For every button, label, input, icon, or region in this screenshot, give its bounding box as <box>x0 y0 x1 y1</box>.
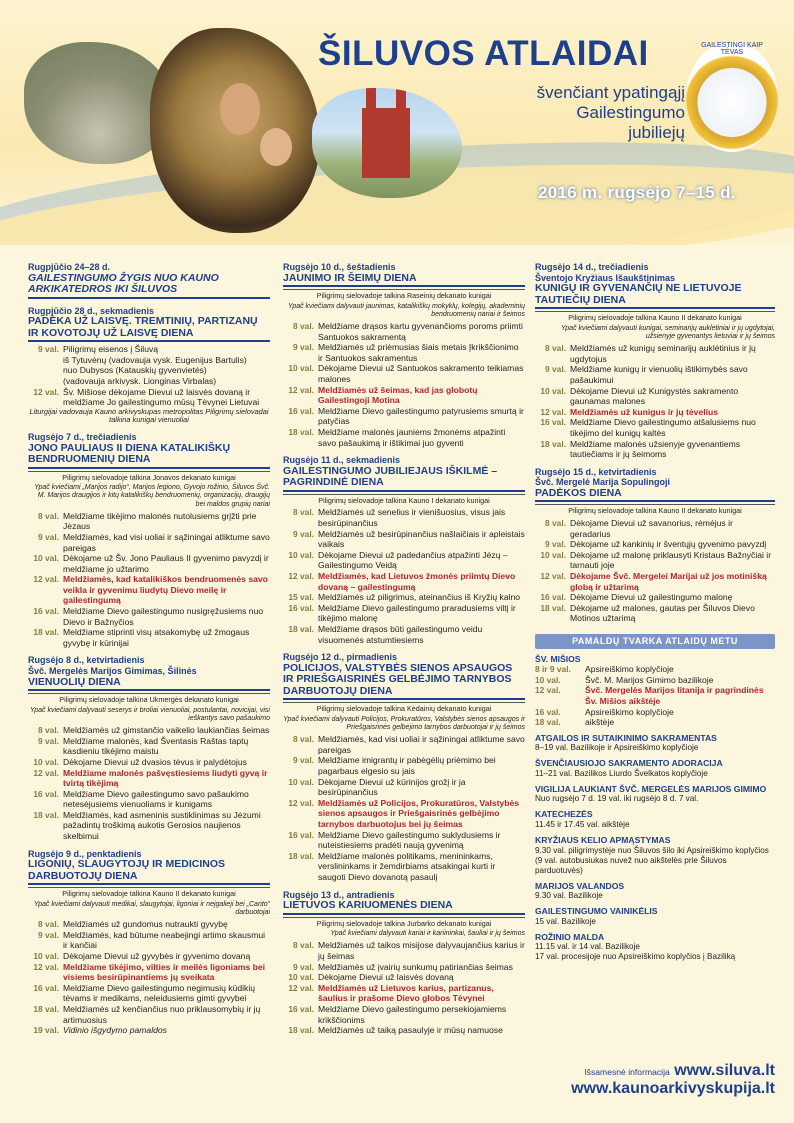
schedule-time: 10 val. <box>288 363 314 374</box>
pilgrim-note: Piligrimų sielovadoje talkina Jonavos dekanato kunigai <box>28 471 270 485</box>
schedule-list <box>283 321 525 448</box>
mass-row <box>535 675 775 686</box>
schedule-time: 16 val. <box>288 829 314 840</box>
schedule-text: iš Tytuvėnų (vadovauja vysk. Eugenijus Bartulis) <box>63 354 247 365</box>
schedule-text: Meldžiame tikėjimo malonės nutolusiems grįžti prie Jėzaus <box>63 510 257 532</box>
schedule-time: 16 val. <box>33 606 59 617</box>
schedule-row <box>283 385 525 406</box>
info-footer <box>520 1062 775 1098</box>
schedule-text: Meldžiame malonės jauniems žmonėms atpažinti savo pašaukimą ir ištikimai juo gyventi <box>318 427 506 448</box>
schedule-text: Meldžiame malonės politikams, menininkams, verslininkams ir žemdirbiams atsakingai kurti ir saugoti Dievo dovanotą pasaulį <box>318 850 496 882</box>
pilgrim-note: Piligrimų sielovadoje talkina Kėdainių dekanato kunigai <box>283 702 525 716</box>
schedule-time: 12 val. <box>540 406 566 417</box>
day-section <box>283 262 525 448</box>
subtitle-line-1: švenčiant ypatingąjį <box>536 83 685 102</box>
website-link[interactable]: www.siluva.lt <box>674 1062 775 1079</box>
schedule-row <box>28 725 270 736</box>
schedule-text: Meldžiame imigrantų ir pabėgėlių priėmimo bei pagarbaus elgesio su jais <box>318 755 496 776</box>
schedule-row <box>28 532 270 553</box>
schedule-row <box>28 574 270 606</box>
day-section <box>283 455 525 645</box>
marian-hours-text: 9.30 val. Bazilikoje <box>535 891 603 901</box>
mass-row <box>535 707 775 718</box>
schedule-time: 8 val. <box>293 507 314 518</box>
catechesis-heading: KATECHEZĖS <box>535 809 593 820</box>
schedule-row <box>28 789 270 810</box>
schedule-list <box>28 725 270 842</box>
schedule-text: Meldžiamės už įvairių sunkumų patiriančias šeimas <box>318 961 513 972</box>
schedule-text: Dėkojame Dievui už Santuokos sakramento teikiamas malones <box>318 363 524 385</box>
schedule-row <box>283 342 525 363</box>
adoration-text: 11–21 val. Bazilikos Liurdo Švelkatos koplyčioje <box>535 768 708 778</box>
mass-place: Apsireiškimo koplyčioje <box>585 664 674 675</box>
schedule-text: Meldžiame Dievo gailestingumo persekiojamiems krikščionims <box>318 1003 507 1025</box>
schedule-time: 8 val. <box>293 940 314 951</box>
schedule-row <box>283 1004 525 1025</box>
schedule-time: 9 val. <box>545 539 566 550</box>
day-feast: Šventojo Kryžiaus Išaukštinimas <box>535 272 676 283</box>
schedule-time: 10 val. <box>33 553 59 564</box>
mass-time: 18 val. <box>535 717 561 728</box>
schedule-text: Meldžiamės už kunigus ir jų tėvelius <box>570 406 719 417</box>
marian-hours-heading: MARIJOS VALANDOS <box>535 880 625 891</box>
pilgrim-note: Piligrimų sielovadoje talkina Kauno II dekanato kunigai <box>535 504 775 518</box>
schedule-row <box>283 734 525 755</box>
schedule-time: 8 val. <box>545 343 566 354</box>
subtitle-line-3: jubiliejų <box>628 123 685 142</box>
schedule-time: 15 val. <box>288 592 314 603</box>
schedule-time: 9 val. <box>38 929 59 940</box>
way-of-cross-heading: KRYŽIAUS KELIO APMĄSTYMAS <box>535 835 671 846</box>
schedule-text: Meldžiame Dievo gailestingumo nusigręžusiems nuo Dievo ir Bažnyčios <box>63 606 264 627</box>
date-banner: 2016 m. rugsėjo 7–15 d. <box>538 183 736 202</box>
schedule-time: 18 val. <box>33 1004 59 1015</box>
schedule-row <box>283 550 525 571</box>
schedule-time <box>28 355 63 366</box>
schedule-row <box>28 962 270 983</box>
schedule-text: Meldžiame malonės užsienyje gyvenantiems tautiečiams ir jų šeimoms <box>570 438 741 460</box>
schedule-time: 18 val. <box>540 438 566 449</box>
mass-time: 8 ir 9 val. <box>535 664 571 675</box>
schedule-time: 16 val. <box>540 592 566 603</box>
schedule-time: 16 val. <box>540 417 566 428</box>
schedule-row <box>283 777 525 798</box>
chaplet-text: 15 val. Bazilikoje <box>535 916 596 926</box>
schedule-row <box>28 355 270 366</box>
schedule-row <box>535 417 775 438</box>
day-feast: Švč. Mergelė Marija Sopulingoji <box>535 477 671 488</box>
schedule-row <box>535 550 775 571</box>
schedule-row <box>535 364 775 385</box>
schedule-time: 18 val. <box>33 809 59 820</box>
schedule-row <box>283 940 525 961</box>
schedule-list <box>28 511 270 649</box>
schedule-list <box>283 734 525 882</box>
schedule-text: Meldžiamės, kad visi uoliai ir sąžiningai atliktume savo pareigas <box>63 531 270 553</box>
schedule-row <box>28 768 270 789</box>
schedule-time: 9 val. <box>293 528 314 539</box>
schedule-time: 12 val. <box>288 797 314 808</box>
schedule-time: 16 val. <box>33 982 59 993</box>
schedule-text: Meldžiamės, kad būtume neabejingi artimo skausmui ir kančiai <box>63 929 266 951</box>
schedule-row <box>283 529 525 550</box>
mass-row <box>535 664 775 675</box>
schedule-time: 10 val. <box>540 549 566 560</box>
schedule-row <box>28 736 270 757</box>
schedule-text: Meldžiamės už priėmusias šiais metais Įkrikščionimo ir Santuokos sakramentus <box>318 342 519 363</box>
day-theme: GAILESTINGUMO JUBILIEJAUS IŠKILMĖ – PAGRINDINĖ DIENA <box>283 466 525 492</box>
schedule-text: Dėkojame Dievui už dvasios tėvus ir palydėtojus <box>63 756 247 767</box>
day-section <box>28 262 270 299</box>
schedule-row <box>283 592 525 603</box>
schedule-text: Meldžiame Dievo gailestingumo savo pašaukimo netesėjusiems vienuoliams ir kunigams <box>63 788 249 810</box>
pilgrim-note: Piligrimų sielovadoje talkina Kauno II dekanato kunigai <box>535 311 775 325</box>
mass-time: 16 val. <box>535 706 561 717</box>
schedule-text: Meldžiamės už piligrimus, ateinančius iš Kryžių kalno <box>318 592 521 603</box>
day-theme: KUNIGŲ IR GYVENANČIŲ NE LIETUVOJE TAUTIEČIŲ DIENA <box>535 283 775 309</box>
mass-place: Švč. Mergelės Marijos litanija ir pagrindinės Šv. Mišios aikštėje <box>585 685 764 706</box>
schedule-text: Meldžiamės už gimstančio vaikelio laukiančias šeimas <box>63 725 270 736</box>
schedule-text: Meldžiamės už taikos misijose dalyvaujančius karius ir jų šeimas <box>318 940 525 962</box>
schedule-text: Dėkojame Švč. Mergelei Marijai už jos motinišką globą ir užtarimą <box>570 570 767 592</box>
schedule-text: Meldžiamės už gundomus nutraukti gyvybę <box>63 919 228 930</box>
schedule-text: Meldžiamės už kenčiančius nuo priklausomybių ir jų artimuosius <box>63 1004 261 1025</box>
way-of-cross-text: 9.30 val. piligrimystėje nuo Šiluvos šilo iki Apsireiškimo koplyčios (9 val. autobusiukas nuvež nuo aikštelės prie Šiluvos parduotuvės) <box>535 845 769 875</box>
schedule-time: 9 val. <box>38 531 59 542</box>
jubilee-logo-icon <box>686 42 778 152</box>
schedule-row <box>28 1025 270 1036</box>
info-label: Išsamesnė informacija <box>584 1067 670 1077</box>
schedule-text: Dėkojame Dievui už Kunigystės sakramento gaunamas malones <box>570 385 739 407</box>
schedule-row <box>28 387 270 408</box>
schedule-row <box>28 1004 270 1025</box>
schedule-time: 18 val. <box>288 1025 314 1036</box>
pilgrim-note: Piligrimų sielovadoje talkina Ukmergės dekanato kunigai <box>28 693 270 707</box>
schedule-row <box>283 571 525 592</box>
schedule-text: Meldžiame stiprinti visų atsakomybę už žmogaus gyvybę ir kūrinijai <box>63 627 250 648</box>
schedule-text: Meldžiame tikėjimo, vilties ir meilės ligoniams bei visiems besirūpinantiems jų sveikata <box>63 961 266 983</box>
day-theme: GAILESTINGUMO ŽYGIS NUO KAUNO ARKIKATEDROS IKI ŠILUVOS <box>28 273 270 299</box>
schedule-row <box>283 830 525 851</box>
rosary-text: 11.15 val. ir 14 val. Bazilikoje <box>535 942 640 952</box>
schedule-text: Meldžiamės už senelius ir vienišuosius, visus jais besirūpinančius <box>318 507 506 528</box>
day-date: Rugsėjo 8 d., ketvirtadienis <box>28 655 145 666</box>
schedule-text: Meldžiamės už Lietuvos karius, partizanus, šaulius ir prašome Dievo globos Tėvynei <box>318 982 494 1004</box>
schedule-row <box>283 507 525 528</box>
day-date: Rugsėjo 15 d., ketvirtadienis <box>535 466 657 477</box>
schedule-row <box>283 962 525 973</box>
schedule-text: Dėkojame Dievui už kūrinijos grožį ir ja besirūpinančius <box>318 776 466 798</box>
schedule-time: 12 val. <box>288 384 314 395</box>
schedule-row <box>283 983 525 1004</box>
invite-note: Ypač kviečiami dalyvauti kunigai, seminarijų auklėtiniai ir jų ugdytojai, užsienyje gyvenantys lietuviai ir jų šeimos <box>561 324 775 340</box>
schedule-time <box>28 376 63 387</box>
mass-list <box>535 664 775 728</box>
schedule-text: Dėkojame Dievui už savanorius, rėmėjus ir geradarius <box>570 518 733 539</box>
schedule-row <box>283 755 525 776</box>
schedule-time: 10 val. <box>33 756 59 767</box>
invite-note: Ypač kviečiami dalyvauti jaunimas, katalikiškų mokyklų, kolegijų, akademinių bendruomenių nariai ir šeimos <box>288 302 525 318</box>
schedule-list <box>28 344 270 408</box>
day-section <box>283 890 525 1036</box>
schedule-time: 12 val. <box>33 961 59 972</box>
schedule-row <box>283 363 525 384</box>
day-theme: LIETUVOS KARIUOMENĖS DIENA <box>283 900 525 915</box>
schedule-time: 16 val. <box>288 405 314 416</box>
schedule-row <box>535 439 775 460</box>
schedule-text: Meldžiamės už Policijos, Prokuratūros, Valstybės sienos apsaugos ir Priešgaisrinės gelbėjimo tarnybos darbuotojus bei jų šeimas <box>318 797 520 829</box>
mass-place: Švč. M. Marijos Gimimo bazilikoje <box>585 674 714 685</box>
mass-row <box>535 685 775 706</box>
confession-text: 8–19 val. Bazilikoje ir Apsireiškimo koplyčioje <box>535 743 699 753</box>
day-section <box>28 432 270 649</box>
schedule-text: Meldžiame Dievo gailestingumo atšalusiems nuo tikėjimo del kunigų kaltės <box>570 417 756 438</box>
day-theme: JONO PAULIAUS II DIENA KATALIKIŠKŲ BENDRUOMENIŲ DIENA <box>28 443 270 469</box>
schedule-time: 12 val. <box>33 574 59 585</box>
mass-place: Apsireiškimo koplyčioje <box>585 706 674 717</box>
vigil-text: Nuo rugsėjo 7 d. 19 val. iki rugsėjo 8 d. 7 val. <box>535 794 699 804</box>
day-date: Rugsėjo 7 d., trečiadienis <box>28 431 137 442</box>
schedule-row <box>28 951 270 962</box>
mass-row <box>535 717 775 728</box>
column-2 <box>283 262 525 1043</box>
schedule-row <box>283 624 525 645</box>
schedule-row <box>283 798 525 830</box>
day-date: Rugsėjo 13 d., antradienis <box>283 889 395 900</box>
schedule-time: 9 val. <box>293 755 314 766</box>
schedule-time: 9 val. <box>293 961 314 972</box>
schedule-time: 8 val. <box>38 919 59 930</box>
schedule-row <box>28 606 270 627</box>
schedule-time: 16 val. <box>288 1003 314 1014</box>
schedule-row <box>283 603 525 624</box>
schedule-text: Piligrimų eisenos į Šiluvą <box>63 344 159 355</box>
schedule-time: 8 val. <box>38 725 59 736</box>
invite-note: Ypač kviečiami dalyvauti Policijos, Prokuratūros, Valstybės sienos apsaugos ir Priešgaisrinės gelbėjimo tarnybos darbuotojai ir jų šeimos <box>283 715 525 732</box>
schedule-time: 9 val. <box>38 735 59 746</box>
schedule-row <box>28 810 270 842</box>
schedule-time: 10 val. <box>288 776 314 787</box>
day-date: Rugsėjo 14 d., trečiadienis <box>535 262 649 272</box>
schedule-text: Meldžiamės, kad katalikiškos bendruomenės savo veikla ir gyvenimu liudytų Dievo meilę ir gailestingumą <box>63 574 268 606</box>
service-order-heading: PAMALDŲ TVARKA ATLAIDŲ METU <box>535 634 775 649</box>
schedule-text: Meldžiame Dievo gailestingumo praradusiems viltį ir tikėjimo malonę <box>318 602 516 624</box>
day-section <box>28 849 270 1036</box>
schedule-text: Meldžiamės už taiką pasaulyje ir mūsų namuose <box>318 1025 503 1036</box>
day-date: Rugsėjo 12 d., pirmadienis <box>283 652 398 663</box>
schedule-row <box>283 972 525 983</box>
basilica-photo <box>312 88 462 198</box>
schedule-row <box>283 851 525 883</box>
schedule-text: Vidinio išgydymo pamaldos <box>63 1025 167 1036</box>
catechesis-text: 11.45 ir 17.45 val. aikštėje <box>535 820 630 830</box>
confession-heading: ATGAILOS IR SUTAIKINIMO SAKRAMENTAS <box>535 732 717 743</box>
schedule-time: 10 val. <box>288 972 314 983</box>
day-date: Rugsėjo 11 d., sekmadienis <box>283 455 401 466</box>
schedule-text: Dėkojame Dievui už gyvybės ir gyvenimo dovaną <box>63 951 251 962</box>
liturgy-note: Liturgijai vadovauja Kauno arkivyskupas metropolitas Piligrimų sielovadai talkina kunigai vienuoliai <box>29 406 269 425</box>
schedule-time: 18 val. <box>288 850 314 861</box>
schedule-text: Meldžiame Dievo gailestingumo suklydusiems ir nuteistiesiems pradėti naują gyvenimą <box>318 829 501 851</box>
schedule-row <box>535 592 775 603</box>
vigil-heading: VIGILIJA LAUKIANT ŠVČ. MERGELĖS MARIJOS GIMIMO <box>535 783 767 794</box>
day-date: Rugpjūčio 28 d., sekmadienis <box>28 305 155 316</box>
invite-note: Ypač kviečiami dalyvauti medikai, slaugytojai, ligoniai ir neįgalieji bei „Carito“ darbuotojai <box>33 900 270 917</box>
day-section <box>535 262 775 460</box>
schedule-row <box>283 321 525 342</box>
schedule-time: 8 val. <box>38 510 59 521</box>
schedule-text: Meldžiamės, kad asmeninis sustiklinimas su Jėzumi pažadintų troškimą aukotis Gerosios naujienos skelbimui <box>63 809 261 842</box>
column-1 <box>28 262 270 1043</box>
schedule-list <box>283 940 525 1035</box>
schedule-row <box>28 919 270 930</box>
schedule-time: 18 val. <box>288 427 314 438</box>
day-theme: PADĖKA UŽ LAISVĘ. TREMTINIŲ, PARTIZANŲ IR KOVOTOJŲ UŽ LAISVĘ DIENA <box>28 316 270 342</box>
schedule-time: 8 val. <box>545 518 566 528</box>
schedule-text: Meldžiame kunigų ir vienuolių ištikimybės savo pašaukimui <box>570 364 748 385</box>
schedule-text: Dėkojame Dievui už laisvės dovaną <box>318 972 454 983</box>
schedule-row <box>28 365 270 376</box>
schedule-time: 18 val. <box>33 627 59 638</box>
pilgrim-note: Piligrimų sielovadoje talkina Jurbarko dekanato kunigai <box>283 917 525 931</box>
rosary-heading: ROŽINIO MALDA <box>535 931 605 942</box>
day-section <box>28 306 270 425</box>
schedule-row <box>535 386 775 407</box>
schedule-text: Meldžiamės už besirūpinančius našlaičiais ir apleistais vaikais <box>318 528 525 550</box>
schedule-row <box>535 539 775 550</box>
schedule-time: 10 val. <box>33 951 59 962</box>
schedule-row <box>535 343 775 364</box>
schedule-time: 10 val. <box>540 385 566 396</box>
schedule-row <box>283 406 525 427</box>
schedule-row <box>535 407 775 418</box>
schedule-row <box>535 571 775 592</box>
schedule-list <box>283 507 525 645</box>
day-theme: VIENUOLIŲ DIENA <box>28 677 270 692</box>
schedule-row <box>28 627 270 648</box>
schedule-time: 18 val. <box>288 623 314 634</box>
schedule-row <box>28 983 270 1004</box>
schedule-text: Šv. Mišiose dėkojame Dievui už laisvės dovaną ir meldžiame Jo gailestingumo mūsų Tėvynei Lietuvai <box>63 386 260 408</box>
schedule-text: Meldžiame Dievo gailestingumo patyrusiems smurtą ir patyčias <box>318 405 524 427</box>
schedule-text: Dėkojame Dievui už padedančius atpažinti Jėzų – Gailestingumo Veidą <box>318 549 508 571</box>
rosary-text-2: 17 val. procesijoje nuo Apsireiškimo koplyčios į Baziliką <box>535 952 736 962</box>
schedule-text: Meldžiamės, kad visi uoliai ir sąžiningai atliktume savo pareigas <box>318 734 525 755</box>
website-link[interactable]: www.kaunoarkivyskupija.lt <box>571 1080 775 1097</box>
madonna-icon-photo <box>150 28 320 233</box>
day-section <box>283 652 525 882</box>
schedule-time: 12 val. <box>288 570 314 581</box>
invite-note: Ypač kviečiami „Marijos radijo“, Marijos legiono, Gyvojo rožinio, Šiluvos Švč. M. Marijos draugijos ir kitų katalikiškų bendruomenių, organizacijų, draugijų bei maldos grupių nariai <box>34 484 270 508</box>
schedule-text: nuo Dubysos (Katauskių gyvenvietės) <box>63 365 207 376</box>
schedule-time: 9 val. <box>545 364 566 375</box>
schedule-list <box>535 518 775 624</box>
schedule-text: Dėkojame už Šv. Jono Pauliaus II gyvenimo pavyzdį ir meldžiame jo užtarimo <box>63 553 269 574</box>
schedule-row <box>28 757 270 768</box>
day-theme: LIGONIŲ, SLAUGYTOJŲ IR MEDICINOS DARBUOTOJŲ DIENA <box>28 859 270 885</box>
schedule-time: 8 val. <box>293 734 314 745</box>
mass-heading: ŠV. MIŠIOS <box>535 653 581 664</box>
schedule-text: Meldžiamės už kunigų seminarijų auklėtinius ir jų ugdytojus <box>570 343 756 364</box>
mass-time: 10 val. <box>535 674 561 685</box>
schedule-text: Meldžiame malonės pašvęstiesiems liudyti gyvą ir tvirtą tikėjimą <box>63 767 268 789</box>
schedule-time: 12 val. <box>288 982 314 993</box>
mass-time: 12 val. <box>535 685 561 696</box>
schedule-time: 12 val. <box>33 386 59 397</box>
day-theme: PADĖKOS DIENA <box>535 488 775 503</box>
day-date: Rugsėjo 10 d., šeštadienis <box>283 262 396 272</box>
schedule-row <box>28 511 270 532</box>
schedule-time: 9 val. <box>38 344 59 355</box>
mass-place: aikštėje <box>585 717 615 728</box>
schedule-row <box>28 344 270 355</box>
invite-note: Ypač kviečiami dalyvauti kariai ir kariininkai, šauliai ir jų šeimos <box>330 930 525 938</box>
schedule-text: Meldžiamės už šeimas, kad jas globotų Gailestingoji Motina <box>318 384 478 406</box>
schedule-text: Dėkojame už kankinių ir šventųjų gyvenimo pavyzdį <box>570 539 767 550</box>
schedule-time: 8 val. <box>293 321 314 332</box>
schedule-text: Dėkojame už malones, gautas per Šiluvos Dievo Motinos užtarimą <box>570 602 755 624</box>
schedule-time: 12 val. <box>540 570 566 581</box>
pilgrim-note: Piligrimų sielovadoje talkina Kauno I dekanato kunigai <box>283 494 525 508</box>
schedule-text: Meldžiame drąsos kartu gyvenančioms poroms priimti Santuokos sakramentą <box>318 321 523 342</box>
day-theme: POLICIJOS, VALSTYBĖS SIENOS APSAUGOS IR PRIEŠGAISRINĖS GELBĖJIMO TARNYBOS DARBUOTOJŲ DIENA <box>283 663 525 701</box>
schedule-row <box>535 603 775 624</box>
adoration-heading: ŠVENČIAUSIOJO SAKRAMENTO ADORACIJA <box>535 758 723 769</box>
day-section <box>28 655 270 841</box>
schedule-time: 12 val. <box>33 767 59 778</box>
schedule-row <box>28 376 270 387</box>
schedule-text: Dėkojame už malonę priklausyti Kristaus Bažnyčiai ir tarnauti joje <box>570 549 772 571</box>
schedule-text: Meldžiame drąsos būti gailestingumo veidu visuomenės atstumtiesiems <box>318 623 483 645</box>
schedule-text: Meldžiamės, kad Lietuvos žmonės priimtų Dievo dovaną – gailestingumą <box>318 570 516 592</box>
pilgrim-note: Piligrimų sielovadoje talkina Kauno II dekanato kunigai <box>28 887 270 901</box>
logo-text: GAILESTINGI KAIP TĖVAS <box>701 42 763 56</box>
schedule-text: Meldžiame Dievo gailestingumo negimusių kūdikių tėvams ir medikams, neleidusiems gimti gyvybei <box>63 982 256 1004</box>
schedule-row <box>28 930 270 951</box>
invite-note: Ypač kviečiami dalyvauti seserys ir broliai vienuoliai, postulantai, novicijai, visi ieškantys savo pašaukimo <box>29 706 270 722</box>
chaplet-heading: GAILESTINGUMO VAINIKĖLIS <box>535 906 658 917</box>
schedule-row <box>283 1025 525 1036</box>
day-section <box>535 467 775 624</box>
schedule-time <box>28 365 63 376</box>
schedule-row <box>535 518 775 539</box>
schedule-row <box>28 553 270 574</box>
pilgrim-note: Piligrimų sielovadoje talkina Raseinių dekanato kunigai <box>283 289 525 303</box>
schedule-text: Meldžiame malonės, kad Šventasis Raštas taptų kasdieniu tikėjimo maistu <box>63 735 249 757</box>
schedule-text: Dėkojame Dievui už gailestingumo malonę <box>570 592 733 603</box>
day-feast: Švč. Mergelės Marijos Gimimas, Šilinės <box>28 666 197 677</box>
schedule-time: 19 val. <box>33 1025 59 1036</box>
day-date: Rugsėjo 9 d., penktadienis <box>28 848 142 859</box>
day-date: Rugpjūčio 24–28 d. <box>28 262 111 272</box>
column-3 <box>535 262 775 962</box>
schedule-time: 18 val. <box>540 602 566 613</box>
schedule-list <box>535 343 775 460</box>
schedule-time: 16 val. <box>288 602 314 613</box>
subtitle-line-2: Gailestingumo <box>576 103 685 122</box>
schedule-time: 10 val. <box>288 549 314 560</box>
schedule-list <box>28 919 270 1036</box>
day-theme: JAUNIMO IR ŠEIMŲ DIENA <box>283 273 525 288</box>
page-title: ŠILUVOS ATLAIDAI <box>318 34 649 73</box>
schedule-time: 16 val. <box>33 788 59 799</box>
hero-banner <box>0 0 794 245</box>
schedule-time: 9 val. <box>293 342 314 353</box>
schedule-row <box>283 427 525 448</box>
schedule-text: (vadovauja arkivysk. Lionginas Virbalas) <box>63 375 217 386</box>
